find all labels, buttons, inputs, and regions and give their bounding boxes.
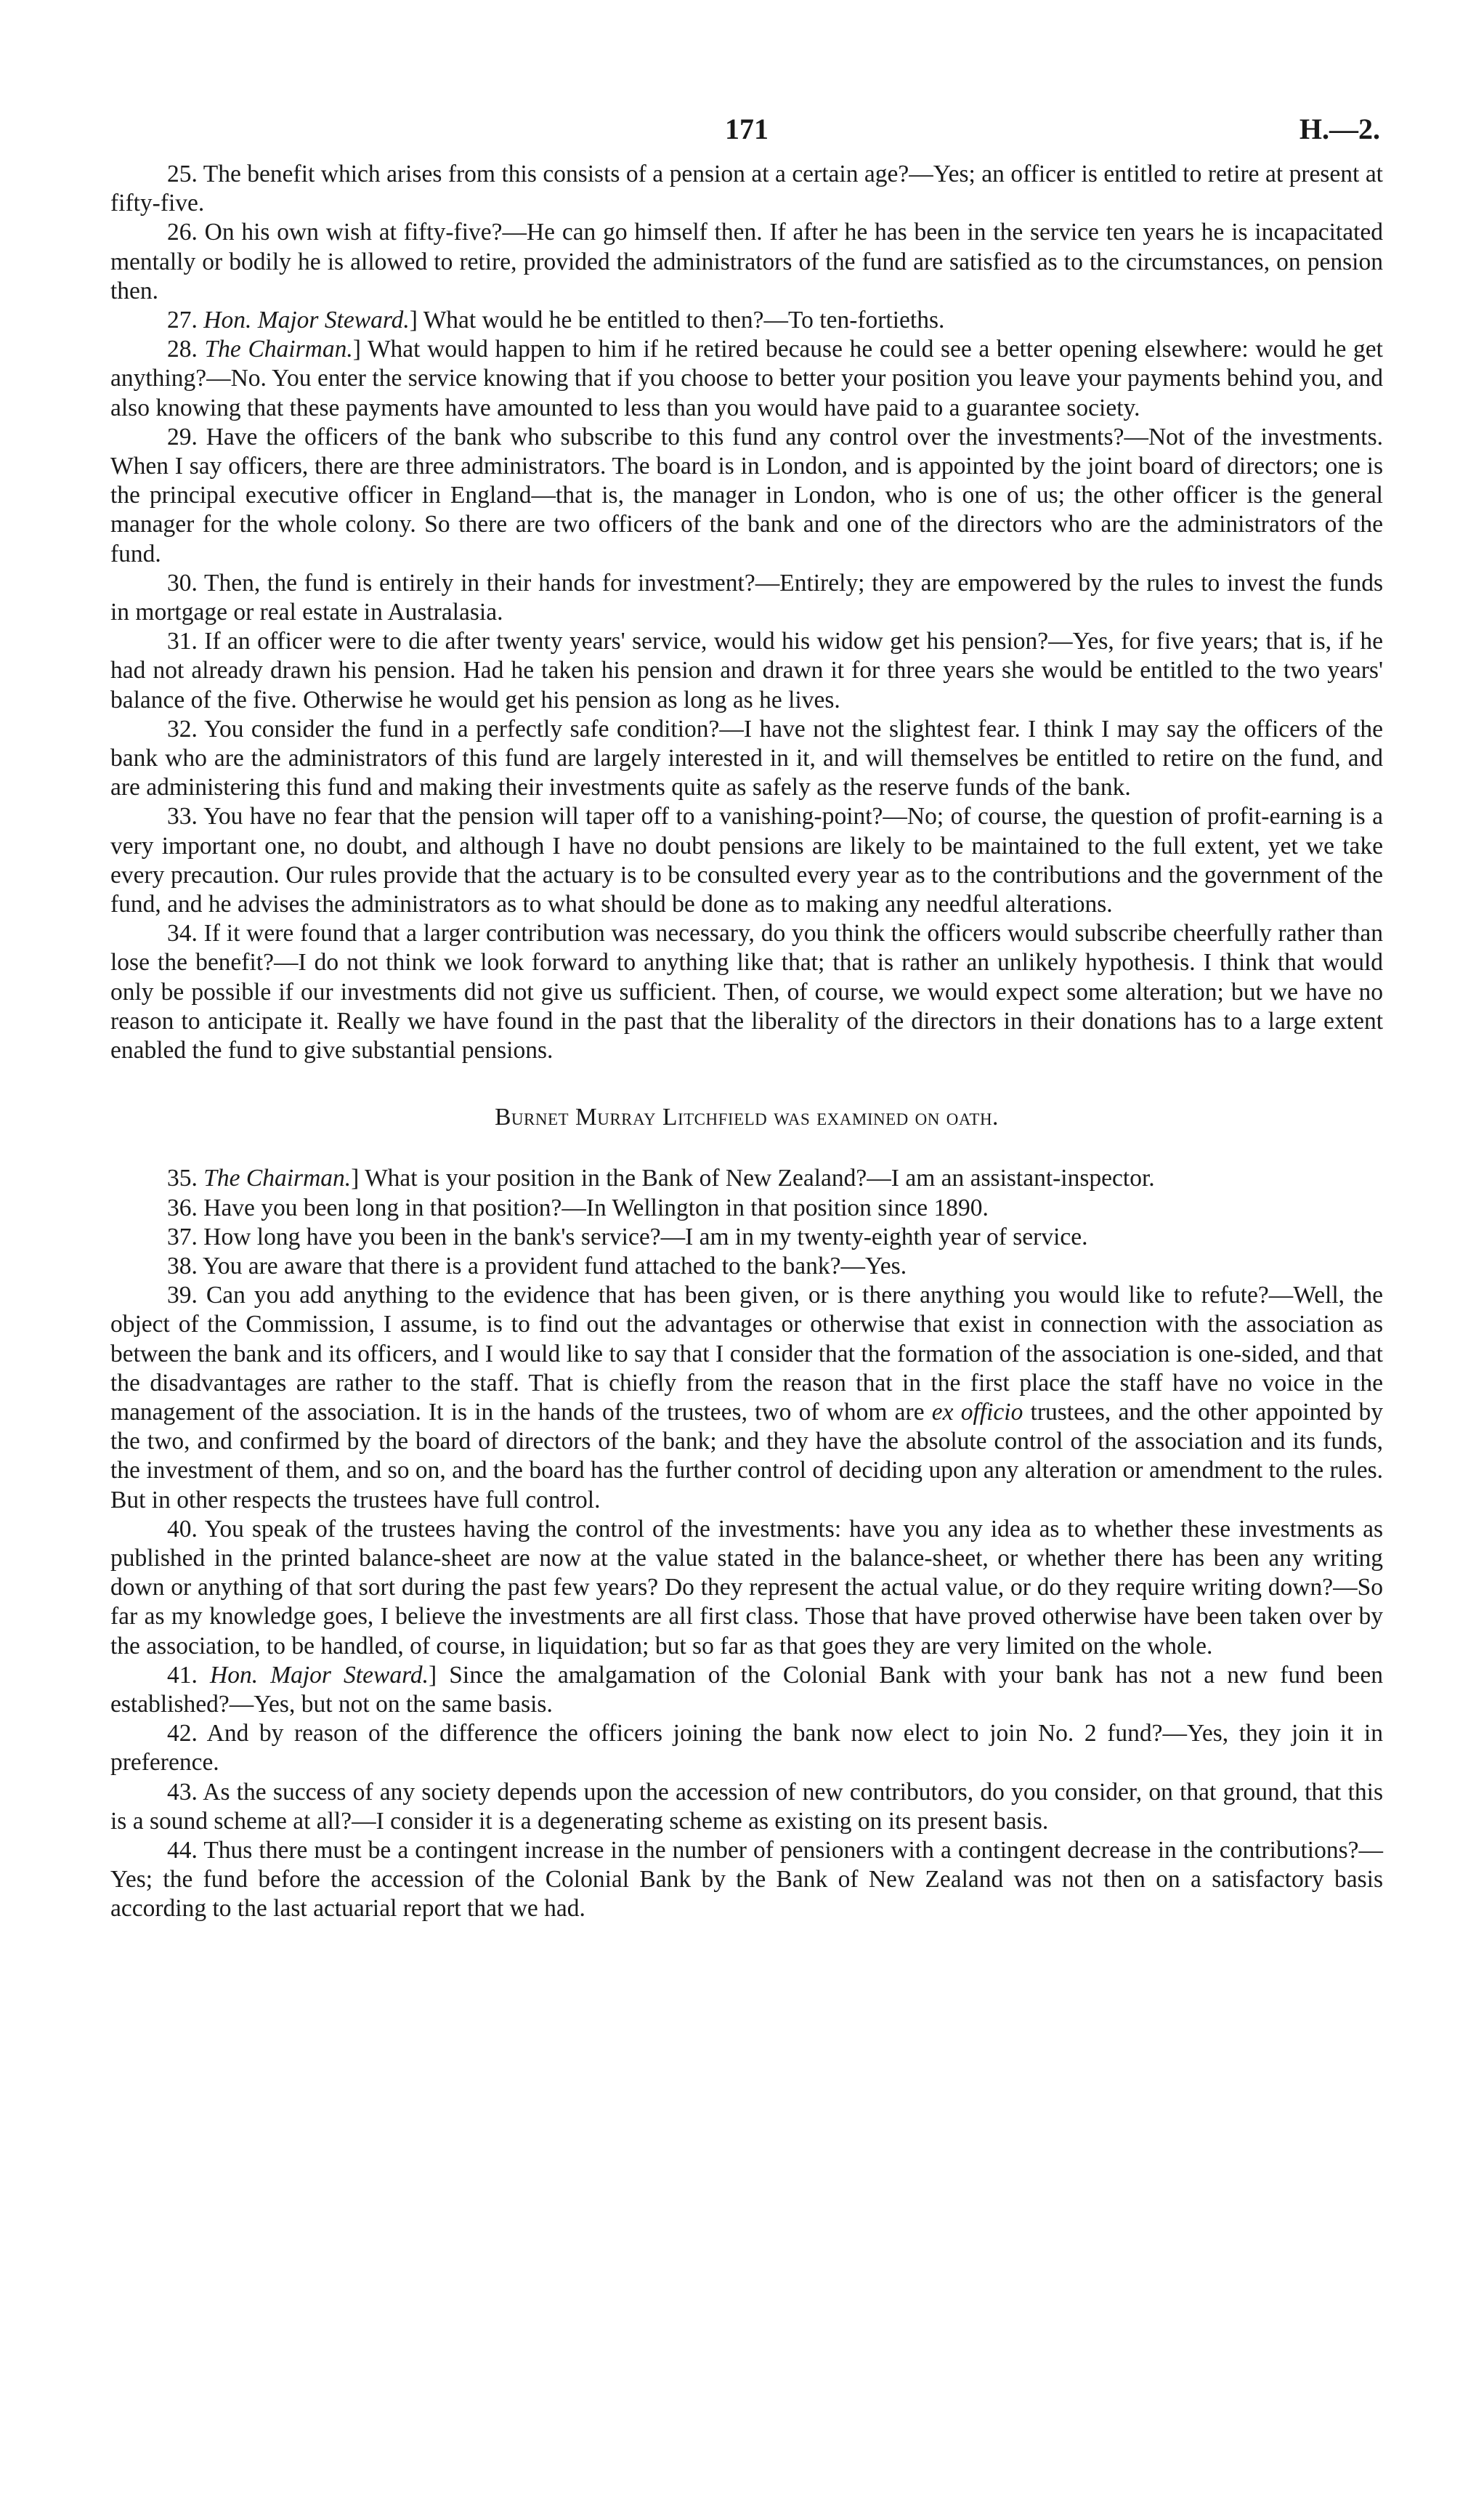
document-reference: H.—2. bbox=[1299, 113, 1380, 145]
paragraph-31: 31. If an officer were to die after twenty years' service, would his widow get his pension?—Yes, for five years; that is, if he had not already drawn his pension. Had he taken his pension and drawn it for three years she would be entitled to the two years' balance of the five. Otherwise he would get his pension as long as he lives. bbox=[110, 628, 1383, 714]
paragraph-text: ] What would happen to him if he retired because he could see a better opening elsewhere: would he get anything?—No. You enter the service knowing that if you choose to better your position you leave your payments behind you, and also knowing that these payments have amounted to less than you would have paid to a guarantee society. bbox=[110, 336, 1383, 421]
paragraph-37: 37. How long have you been in the bank's service?—I am in my twenty-eighth year of service. bbox=[167, 1223, 1088, 1250]
paragraph-42: 42. And by reason of the difference the officers joining the bank now elect to join No. 2 fund?—Yes, they join it in preference. bbox=[110, 1720, 1383, 1777]
paragraph-39 bbox=[110, 1281, 1383, 1515]
page-header bbox=[110, 109, 1383, 160]
heading-suffix: was examined on oath. bbox=[767, 1104, 999, 1131]
page-number: 171 bbox=[725, 113, 769, 145]
paragraph-text: 39. Can you add anything to the evidence that has been given, or is there anything you would like to refute?—Well, the object of the Commission, I assume, is to find out the advantages or otherwise that exist in connection with the association as between the bank and its officers, and I would like to say that I consider that the formation of the association is one-sided, and that the disadvantages are rather to the staff. That is chiefly from the reason that in the first place the staff have no voice in the management of the association. It is in the hands of the trustees, two of whom are bbox=[110, 1282, 1383, 1426]
question-number: 41. bbox=[167, 1661, 210, 1689]
document-page bbox=[110, 109, 1383, 1924]
witness-heading bbox=[110, 1103, 1383, 1132]
paragraph-33: 33. You have no fear that the pension will taper off to a vanishing-point?—No; of course, the question of profit-earning is a very important one, no doubt, and although I have no doubt pensions are likely to be maintained to the full extent, yet we take every precaution. Our rules provide that the actuary is to be consulted every year as to the contributions and the government of the fund, and he advises the administrators as to what should be done as to making any needful alterations. bbox=[110, 803, 1383, 918]
paragraph-43: 43. As the success of any society depends upon the accession of new contributors, do you consider, on that ground, that this is a sound scheme at all?—I consider it is a degenerating scheme as existing on its present basis. bbox=[110, 1778, 1383, 1835]
paragraph-35 bbox=[110, 1164, 1383, 1193]
paragraph-41 bbox=[110, 1661, 1383, 1719]
paragraph-text: ] What would he be entitled to then?—To ten-fortieths. bbox=[409, 307, 945, 334]
paragraph-38: 38. You are aware that there is a provident fund attached to the bank?—Yes. bbox=[167, 1252, 907, 1280]
paragraph-40: 40. You speak of the trustees having the control of the investments: have you any idea as to whether these investments as published in the printed balance-sheet are now at the value stated in the balance-sheet, or whether there has been any writing down or anything of that sort during the past few years? Do they represent the actual value, or do they require writing down?—So far as my knowledge goes, I believe the investments are all first class. Those that have proved otherwise have been taken over by the association, to be handled, of course, in liquidation; but so far as that goes they are very limited on the whole. bbox=[110, 1515, 1383, 1660]
paragraph-29: 29. Have the officers of the bank who subscribe to this fund any control over the investments?—Not of the investments. When I say officers, there are three administrators. The board is in London, and is appointed by the joint board of directors; one is the principal executive officer in England—that is, the manager in London, who is one of us; the other officer is the general manager for the whole colony. So there are two officers of the bank and one of the directors who are the administrators of the fund. bbox=[110, 423, 1383, 567]
paragraph-26: 26. On his own wish at fifty-five?—He can go himself then. If after he has been in the service ten years he is incapacitated mentally or bodily he is allowed to retire, provided the administrators of the fund are satisfied as to the circumstances, on pension then. bbox=[110, 219, 1383, 304]
paragraph-34: 34. If it were found that a larger contribution was necessary, do you think the officers would subscribe cheerfully rather than lose the benefit?—I do not think we look forward to anything like that; that is rather an unlikely hypothesis. I think that would only be possible if our investments did not give us sufficient. Then, of course, we would expect some alteration; but we have no reason to anticipate it. Really we have found in the past that the liberality of the directors in their donations has to a large extent enabled the fund to give substantial pensions. bbox=[110, 920, 1383, 1064]
paragraph-text: ] What is your position in the Bank of New Zealand?—I am an assistant-inspector. bbox=[351, 1165, 1155, 1192]
paragraph-36: 36. Have you been long in that position?—In Wellington in that position since 1890. bbox=[167, 1194, 989, 1221]
question-number: 35. bbox=[167, 1165, 204, 1192]
paragraph-27 bbox=[110, 306, 1383, 335]
speaker-name: Hon. Major Steward. bbox=[210, 1661, 429, 1689]
speaker-name: The Chairman. bbox=[203, 1165, 352, 1192]
paragraph-44: 44. Thus there must be a contingent increase in the number of pensioners with a contingent decrease in the contributions?—Yes; the fund before the accession of the Colonial Bank by the Bank of New Zealand was not then on a satisfactory basis according to the last actuarial report that we had. bbox=[110, 1836, 1383, 1923]
paragraph-25: 25. The benefit which arises from this consists of a pension at a certain age?—Yes; an officer is entitled to retire at present at fifty-five. bbox=[110, 161, 1383, 217]
speaker-name: The Chairman. bbox=[204, 336, 353, 363]
speaker-name: Hon. Major Steward. bbox=[203, 307, 410, 334]
paragraph-text-tail: trustees, and the other appointed by the two, and confirmed by the board of directors of the bank; and they have the absolute control of the association and its funds, the investment of them, and so on, and the board has the further control of deciding upon any alteration or amendment to the rules. But in other respects the trustees have full control. bbox=[110, 1398, 1383, 1513]
paragraph-text: ] Since the amalgamation of the Colonial Bank with your bank has not a new fund been established?—Yes, but not on the same basis. bbox=[110, 1661, 1383, 1718]
paragraph-32: 32. You consider the fund in a perfectly safe condition?—I have not the slightest fear. I think I may say the officers of the bank who are the administrators of this fund are largely interested in it, and will themselves be entitled to retire on the fund, and are administering this fund and making their investments quite as safely as the reserve funds of the bank. bbox=[110, 715, 1383, 801]
emphasis-text: ex officio bbox=[931, 1398, 1023, 1426]
paragraph-30: 30. Then, the fund is entirely in their hands for investment?—Entirely; they are empowered by the rules to invest the funds in mortgage or real estate in Australasia. bbox=[110, 569, 1383, 626]
question-number: 28. bbox=[167, 336, 205, 363]
question-number: 27. bbox=[167, 307, 204, 334]
witness-name: Burnet Murray Litchfield bbox=[495, 1104, 768, 1131]
paragraph-28 bbox=[110, 335, 1383, 423]
